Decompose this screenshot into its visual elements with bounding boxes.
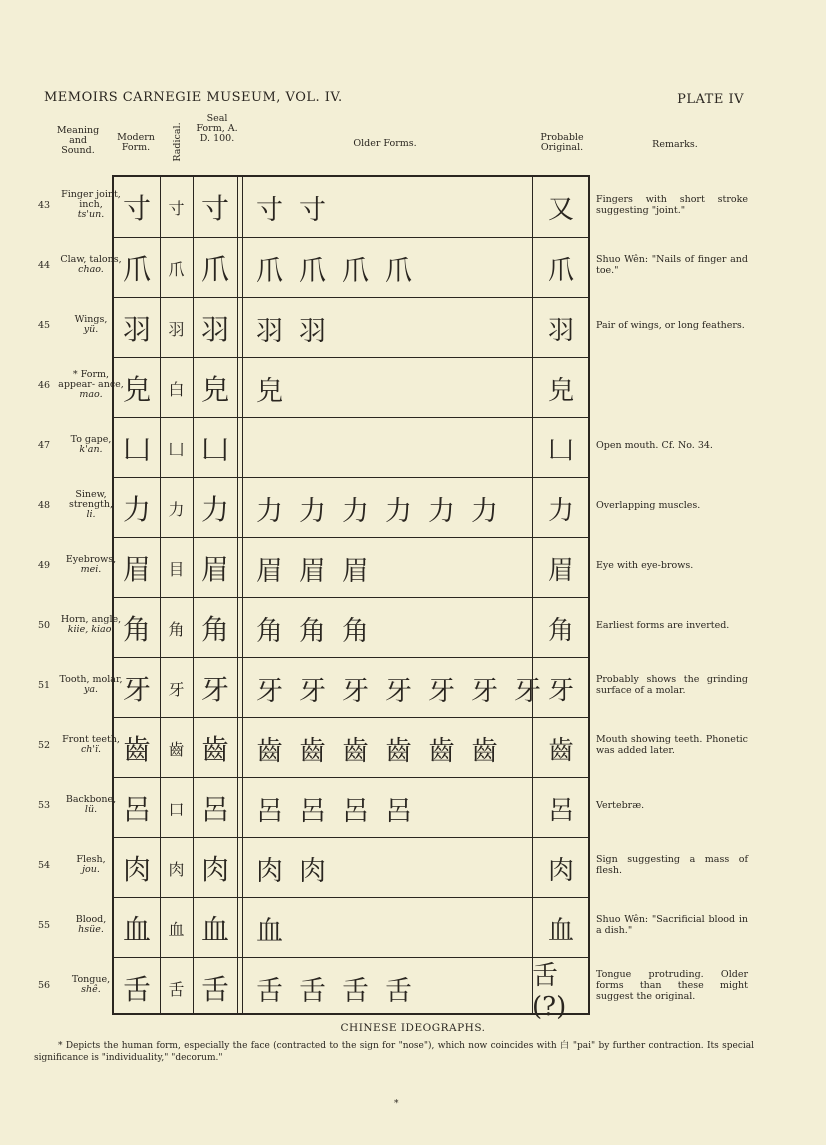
modern-form: 舌 bbox=[122, 973, 151, 1006]
older-form-glyph: 舌 bbox=[299, 975, 326, 1007]
probable-original: 力 bbox=[547, 495, 574, 526]
sound-text: mao. bbox=[79, 389, 103, 400]
entry-number: 48 bbox=[38, 499, 51, 511]
entry-number: 55 bbox=[38, 919, 51, 931]
row-label bbox=[24, 295, 112, 355]
radical-form: 舌 bbox=[168, 979, 185, 999]
older-form-glyph: 力 bbox=[256, 495, 283, 527]
older-forms bbox=[242, 898, 532, 958]
older-form-glyph: 寸 bbox=[299, 194, 326, 226]
seal-form: 肉 bbox=[200, 853, 229, 886]
radical-form: 牙 bbox=[168, 679, 185, 699]
remark: Sign suggesting a mass of flesh. bbox=[596, 854, 748, 876]
sound-text: chao. bbox=[78, 264, 104, 275]
probable-original: 舌 (?) bbox=[532, 960, 567, 1022]
meaning-text: Front teeth, bbox=[62, 734, 120, 745]
modern-form: 爪 bbox=[122, 253, 151, 286]
entry-number: 44 bbox=[38, 259, 51, 271]
seal-form: 皃 bbox=[200, 373, 229, 406]
row-label bbox=[24, 835, 112, 895]
row-label bbox=[24, 535, 117, 595]
column-header-modern: Modern Form. bbox=[117, 132, 155, 153]
column-header-radical-label: Radical. bbox=[172, 122, 183, 162]
modern-form: 血 bbox=[122, 913, 151, 946]
entry-number: 45 bbox=[38, 319, 51, 331]
meaning-text: Blood, bbox=[75, 914, 107, 925]
probable-original: 角 bbox=[547, 615, 574, 646]
older-forms bbox=[242, 658, 541, 718]
row-label bbox=[24, 715, 120, 775]
remark: Shuo Wên: "Nails of finger and toe." bbox=[596, 254, 748, 276]
radical-form: 血 bbox=[168, 919, 185, 939]
column-header-probable: Probable Original. bbox=[540, 132, 584, 153]
probable-original: 呂 bbox=[547, 795, 574, 826]
seal-form: 血 bbox=[200, 913, 229, 946]
older-form-glyph: 皃 bbox=[256, 375, 283, 407]
entry-number: 52 bbox=[38, 739, 51, 751]
table-row bbox=[114, 837, 588, 897]
table-row bbox=[114, 297, 588, 357]
meaning-text: Tongue, bbox=[71, 974, 111, 985]
older-form-glyph: 舌 bbox=[342, 975, 369, 1007]
older-form-glyph: 齒 bbox=[471, 735, 498, 767]
older-forms bbox=[242, 958, 532, 1018]
seal-form: 舌 bbox=[200, 973, 229, 1006]
meaning-text: Backbone, bbox=[65, 794, 117, 805]
row-label bbox=[24, 655, 123, 715]
older-form-glyph: 呂 bbox=[385, 795, 412, 827]
table-row bbox=[114, 597, 588, 657]
remark: Fingers with short stroke suggesting "joint." bbox=[596, 194, 748, 216]
sound-text: yü. bbox=[83, 324, 99, 335]
row-label bbox=[24, 895, 112, 955]
table-row bbox=[114, 177, 588, 237]
probable-original: 皃 bbox=[547, 375, 574, 406]
meaning-text: Horn, angle, bbox=[60, 614, 122, 625]
radical-form: 凵 bbox=[168, 439, 185, 459]
older-form-glyph: 爪 bbox=[342, 255, 369, 287]
row-label bbox=[24, 235, 122, 295]
meaning-text: Sinew, strength, bbox=[68, 489, 113, 510]
sound-text: k'an. bbox=[79, 444, 103, 455]
table-row bbox=[114, 657, 588, 717]
entry-number: 46 bbox=[38, 379, 51, 391]
row-label bbox=[24, 595, 122, 655]
meaning-text: Claw, talons, bbox=[60, 254, 122, 265]
modern-form: 羽 bbox=[122, 313, 151, 346]
sound-text: ch'ï. bbox=[80, 744, 102, 755]
meaning-text: Eyebrows, bbox=[65, 554, 117, 565]
older-form-glyph: 角 bbox=[299, 615, 326, 647]
table-row bbox=[114, 537, 588, 597]
meaning-text: Wings, bbox=[74, 314, 108, 325]
older-form-glyph: 呂 bbox=[342, 795, 369, 827]
probable-original: 又 bbox=[547, 194, 574, 225]
table-row bbox=[114, 777, 588, 837]
probable-original: 眉 bbox=[547, 555, 574, 586]
column-header-remarks: Remarks. bbox=[652, 139, 698, 150]
radical-form: 羽 bbox=[168, 319, 185, 339]
probable-original: 牙 bbox=[547, 675, 574, 706]
older-forms bbox=[242, 718, 532, 778]
seal-form: 力 bbox=[200, 493, 229, 526]
plate-caption: CHINESE IDEOGRAPHS. bbox=[340, 1022, 486, 1034]
column-header-seal: Seal Form, A. D. 100. bbox=[196, 113, 238, 144]
older-form-glyph: 齒 bbox=[385, 735, 412, 767]
entry-number: 47 bbox=[38, 439, 51, 451]
remark: Earliest forms are inverted. bbox=[596, 619, 730, 631]
page-mark: * bbox=[394, 1099, 399, 1109]
older-form-glyph: 齒 bbox=[299, 735, 326, 767]
table-row bbox=[114, 417, 588, 477]
table-row bbox=[114, 477, 588, 537]
older-form-glyph: 齒 bbox=[342, 735, 369, 767]
column-header-older: Older Forms. bbox=[353, 138, 417, 149]
entry-number: 56 bbox=[38, 979, 51, 991]
seal-form: 角 bbox=[200, 613, 229, 646]
older-form-glyph: 爪 bbox=[385, 255, 412, 287]
older-form-glyph: 血 bbox=[256, 915, 283, 947]
probable-original: 羽 bbox=[547, 315, 574, 346]
probable-original: 爪 bbox=[547, 255, 574, 286]
seal-form: 凵 bbox=[200, 433, 229, 466]
older-form-glyph: 齒 bbox=[428, 735, 455, 767]
older-form-glyph: 眉 bbox=[299, 555, 326, 587]
meaning-text: Finger joint, inch, bbox=[61, 189, 121, 210]
radical-form: 爪 bbox=[168, 259, 185, 279]
older-form-glyph: 力 bbox=[342, 495, 369, 527]
seal-form: 牙 bbox=[200, 673, 229, 706]
older-form-glyph: 羽 bbox=[256, 315, 283, 347]
table-row bbox=[114, 357, 588, 417]
older-form-glyph: 力 bbox=[385, 495, 412, 527]
older-form-glyph: 牙 bbox=[299, 675, 326, 707]
older-form-glyph: 肉 bbox=[299, 855, 326, 887]
remark: Overlapping muscles. bbox=[596, 499, 701, 511]
row-label bbox=[24, 775, 117, 835]
seal-form: 呂 bbox=[200, 793, 229, 826]
ideograph-table bbox=[112, 175, 590, 1022]
meaning-text: To gape, bbox=[70, 434, 112, 445]
older-form-glyph: 爪 bbox=[256, 255, 283, 287]
entry-number: 49 bbox=[38, 559, 51, 571]
older-form-glyph: 眉 bbox=[256, 555, 283, 587]
seal-form: 爪 bbox=[200, 253, 229, 286]
radical-form: 寸 bbox=[168, 198, 185, 218]
older-forms bbox=[242, 478, 532, 538]
older-forms bbox=[242, 418, 532, 478]
column-header-radical bbox=[171, 120, 185, 164]
running-header: MEMOIRS CARNEGIE MUSEUM, VOL. IV. bbox=[44, 90, 343, 105]
remark: Tongue protruding. Older forms than these might suggest the original. bbox=[596, 968, 748, 1002]
older-forms bbox=[242, 838, 532, 898]
modern-form: 凵 bbox=[122, 433, 151, 466]
table-row bbox=[114, 237, 588, 297]
modern-form: 牙 bbox=[122, 673, 151, 706]
older-form-glyph: 角 bbox=[256, 615, 283, 647]
remark: Mouth showing teeth. Phonetic was added later. bbox=[596, 734, 748, 756]
entry-number: 50 bbox=[38, 619, 51, 631]
row-label bbox=[24, 355, 124, 415]
seal-form: ⼨ bbox=[200, 192, 229, 225]
older-forms bbox=[242, 778, 532, 838]
remark: Shuo Wên: "Sacrificial blood in a dish." bbox=[596, 914, 748, 936]
remark bbox=[596, 355, 748, 415]
older-form-glyph: 羽 bbox=[299, 315, 326, 347]
older-form-glyph: 力 bbox=[471, 495, 498, 527]
older-form-glyph: 舌 bbox=[385, 975, 412, 1007]
older-form-glyph: 牙 bbox=[471, 675, 498, 707]
row-label bbox=[24, 415, 112, 475]
meaning-text: Tooth, molar, bbox=[59, 674, 123, 685]
modern-form: 肉 bbox=[122, 853, 151, 886]
plate-number: PLATE IV bbox=[677, 92, 744, 107]
sound-text: shê. bbox=[81, 984, 101, 995]
entry-number: 54 bbox=[38, 859, 51, 871]
entry-number: 43 bbox=[38, 199, 51, 211]
row-label bbox=[24, 955, 112, 1015]
older-forms bbox=[242, 298, 532, 358]
table-row bbox=[114, 897, 588, 957]
older-form-glyph: 角 bbox=[342, 615, 369, 647]
entry-number: 53 bbox=[38, 799, 51, 811]
older-forms bbox=[242, 538, 532, 598]
remark: Eye with eye-brows. bbox=[596, 559, 694, 571]
remark: Vertebræ. bbox=[596, 799, 645, 811]
sound-text: jou. bbox=[82, 864, 100, 875]
row-label bbox=[24, 175, 121, 235]
remark: Pair of wings, or long feathers. bbox=[596, 319, 745, 331]
older-form-glyph: 舌 bbox=[256, 975, 283, 1007]
footnote: * Depicts the human form, especially the face (contracted to the sign for "nose"), which now coincides with 白 "pai" by further contraction. Its special significance is "individuality," "decorum." bbox=[34, 1041, 754, 1063]
older-form-glyph: 眉 bbox=[342, 555, 369, 587]
older-form-glyph: 牙 bbox=[385, 675, 412, 707]
older-form-glyph: 牙 bbox=[256, 675, 283, 707]
row-label bbox=[24, 475, 112, 535]
older-forms bbox=[242, 598, 532, 658]
sound-text: lü. bbox=[84, 804, 98, 815]
modern-form: 寸 bbox=[122, 192, 151, 225]
older-form-glyph: 呂 bbox=[299, 795, 326, 827]
sound-text: kiie, kiao. bbox=[67, 624, 115, 635]
modern-form: 眉 bbox=[122, 553, 151, 586]
older-form-glyph: 牙 bbox=[428, 675, 455, 707]
older-form-glyph: 牙 bbox=[514, 675, 541, 707]
sound-text: mei. bbox=[80, 564, 102, 575]
sound-text: ya. bbox=[83, 684, 99, 695]
older-form-glyph: 力 bbox=[299, 495, 326, 527]
seal-form: 齒 bbox=[200, 733, 229, 766]
table-row bbox=[114, 957, 588, 1022]
table-row bbox=[114, 717, 588, 777]
older-form-glyph: 齒 bbox=[256, 735, 283, 767]
radical-form: 口 bbox=[168, 799, 185, 819]
older-form-glyph: 爪 bbox=[299, 255, 326, 287]
column-header-meaning: Meaning and Sound. bbox=[56, 125, 100, 156]
modern-form: 力 bbox=[122, 493, 151, 526]
modern-form: 皃 bbox=[122, 373, 151, 406]
remark: Probably shows the grinding surface of a molar. bbox=[596, 674, 748, 696]
seal-form: 羽 bbox=[200, 313, 229, 346]
modern-form: 齒 bbox=[122, 733, 151, 766]
meaning-text: Flesh, bbox=[76, 854, 106, 865]
radical-form: 角 bbox=[168, 619, 185, 639]
older-form-glyph: 寸 bbox=[256, 194, 283, 226]
older-forms bbox=[242, 358, 532, 418]
older-form-glyph: 呂 bbox=[256, 795, 283, 827]
probable-original: 血 bbox=[547, 915, 574, 946]
remark: Open mouth. Cf. No. 34. bbox=[596, 439, 713, 451]
older-forms bbox=[242, 238, 532, 298]
modern-form: 角 bbox=[122, 613, 151, 646]
radical-form: 力 bbox=[168, 499, 185, 519]
sound-text: hsüe. bbox=[78, 924, 104, 935]
radical-form: 目 bbox=[168, 559, 185, 579]
probable-original: 凵 bbox=[547, 435, 574, 466]
older-form-glyph: 力 bbox=[428, 495, 455, 527]
radical-form: 肉 bbox=[168, 859, 185, 879]
modern-form: 呂 bbox=[122, 793, 151, 826]
seal-form: 眉 bbox=[200, 553, 229, 586]
entry-number: 51 bbox=[38, 679, 51, 691]
probable-original: 肉 bbox=[547, 855, 574, 886]
radical-form: 白 bbox=[168, 379, 185, 399]
older-form-glyph: 牙 bbox=[342, 675, 369, 707]
sound-text: li. bbox=[86, 509, 96, 520]
probable-original: 齒 bbox=[547, 735, 574, 766]
radical-form: 齒 bbox=[168, 739, 185, 759]
sound-text: ts'un. bbox=[77, 209, 105, 220]
meaning-text: * Form, appear- ance, bbox=[58, 369, 124, 390]
older-forms bbox=[242, 177, 532, 237]
older-form-glyph: 肉 bbox=[256, 855, 283, 887]
